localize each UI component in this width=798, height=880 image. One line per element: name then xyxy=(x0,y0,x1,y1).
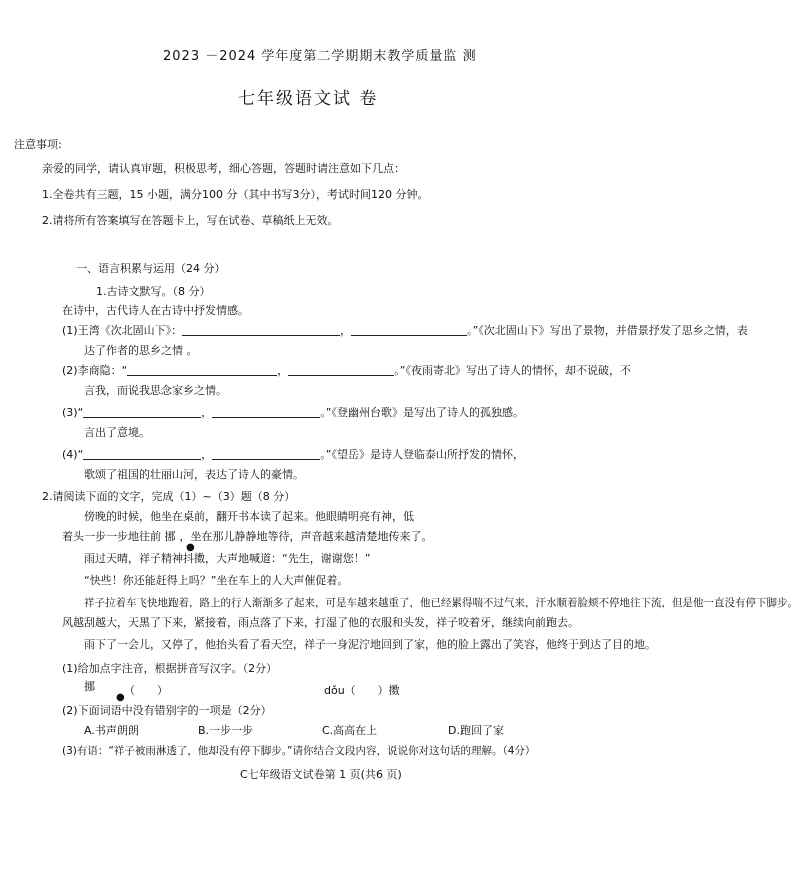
answer-3-blank-b[interactable] xyxy=(212,406,320,418)
answer-1-label: 王湾《次北固山下》： xyxy=(77,324,183,337)
q2-sub2-option-a[interactable]: A.书声朗朗 xyxy=(84,724,139,737)
passage-para-6: 风越刮越大，天黑了下来，紧接着，雨点落了下来，打湿了他的衣服和头发，祥子咬着牙，继续向前跑去。 xyxy=(62,616,579,629)
q2-sub2-label: (2)下面词语中没有错别字的一项是（2分） xyxy=(62,704,272,717)
page-footer: C七年级语文试卷第 1 页(共6 页) xyxy=(240,768,402,781)
passage-para-7: 雨下了一会儿，又停了，他抬头看了看天空，祥子一身泥泞地回到了家，他的脸上露出了笑容，他终于到达了目的地。 xyxy=(84,638,656,651)
answer-4-prefix: (4)“ xyxy=(62,448,84,461)
q1-answer-3-cont: 言出了意境。 xyxy=(84,426,150,439)
answer-2-blank-a[interactable] xyxy=(127,364,277,376)
answer-2-mid: ， xyxy=(277,364,289,377)
q1-answer-1-cont: 达了作者的思乡之情 。 xyxy=(84,344,198,357)
q2-heading: 2.请阅读下面的文字，完成（1）~（3）题（8 分） xyxy=(42,490,296,503)
answer-4-suffix: 。”《望岳》是诗人登临泰山所抒发的情怀， xyxy=(320,448,524,461)
q1-intro: 在诗中，古代诗人在古诗中抒发情感。 xyxy=(62,304,249,317)
q1-answer-1 xyxy=(62,324,748,338)
notes-item-2: 2.请将所有答案填写在答题卡上，写在试卷、草稿纸上无效。 xyxy=(42,214,339,227)
exam-title-line2: 七年级语文试 卷 xyxy=(238,89,379,109)
passage-para-2-b: ，坐在那儿静静地等待，声音越来越清楚地传来了。 xyxy=(179,530,433,543)
q2-sub2-option-d[interactable]: D.跑回了家 xyxy=(448,724,504,737)
emphasis-dot: ● xyxy=(116,692,125,703)
answer-1-prefix: (1) xyxy=(62,324,78,337)
emphasis-dot: ● xyxy=(186,542,195,553)
q2-sub1-label: (1)给加点字注音，根据拼音写汉字。（2分） xyxy=(62,662,278,675)
answer-1-blank-a[interactable] xyxy=(182,324,340,336)
answer-2-blank-b[interactable] xyxy=(288,364,394,376)
q1-heading: 1.古诗文默写。（8 分） xyxy=(96,285,211,298)
q2-sub3-label: (3)有语：“祥子被雨淋透了，他却没有停下脚步。”请你结合文段内容，说说你对这句话的理解。（4分） xyxy=(62,745,536,757)
q2-sub2-option-b[interactable]: B.一步一步 xyxy=(198,724,254,737)
section1-heading: 一、语言积累与运用（24 分） xyxy=(76,262,226,275)
answer-1-mid: ， xyxy=(340,324,352,337)
answer-4-mid: ， xyxy=(201,448,213,461)
passage-para-1: 傍晚的时候，他坐在桌前，翻开书本读了起来。他眼睛明亮有神，低 xyxy=(84,510,414,523)
notes-item-1: 1.全卷共有三题，15 小题，满分100 分（其中书写3分），考试时间120 分钟。 xyxy=(42,188,429,201)
q1-answer-4-cont: 歌颂了祖国的壮丽山河，表达了诗人的豪情。 xyxy=(84,468,304,481)
q1-answer-2 xyxy=(62,364,631,378)
exam-title-line1: 2023 －2024 学年度第二学期期末教学质量监 测 xyxy=(163,49,477,64)
q2-sub1-item-a: 挪 xyxy=(84,680,95,693)
q2-sub2-option-c[interactable]: C.高高在上 xyxy=(322,724,378,737)
answer-3-blank-a[interactable] xyxy=(83,406,201,418)
q1-answer-3 xyxy=(62,406,524,420)
answer-1-blank-b[interactable] xyxy=(351,324,467,336)
passage-para-5: 祥子拉着车飞快地跑着，路上的行人渐渐多了起来，可是车越来越重了，他已经累得喘不过气来，汗水顺着脸颊不停地往下流，但是他一直没有停下脚步。 xyxy=(84,597,798,609)
notes-heading: 注意事项: xyxy=(14,138,62,151)
passage-para-2-a: 着头一步一步地往前 挪 xyxy=(62,530,176,543)
answer-2-prefix: (2) xyxy=(62,364,78,377)
answer-3-prefix: (3)“ xyxy=(62,406,84,419)
answer-3-suffix: 。”《登幽州台歌》是写出了诗人的孤独感。 xyxy=(320,406,524,419)
answer-2-label: 李商隐：“ xyxy=(77,364,128,377)
answer-1-suffix: 。”《次北固山下》写出了景物，并借景抒发了思乡之情，表 xyxy=(467,324,748,337)
answer-2-suffix: 。”《夜雨寄北》写出了诗人的情怀，却不说破，不 xyxy=(394,364,631,377)
answer-3-mid: ， xyxy=(201,406,213,419)
passage-para-3: 雨过天晴，祥子精神抖擞，大声地喊道：“先生，谢谢您！” xyxy=(84,552,371,565)
passage-para-4: “快些！你还能赶得上吗？”坐在车上的人大声催促着。 xyxy=(84,574,349,587)
q1-answer-2-cont: 言我，而说我思念家乡之情。 xyxy=(84,384,227,397)
notes-intro: 亲爱的同学，请认真审题，积极思考，细心答题，答题时请注意如下几点： xyxy=(42,162,405,175)
q2-sub1-paren-a[interactable]: （ ） xyxy=(124,684,168,697)
q2-sub1-item-b[interactable]: dǒu（ ）擞 xyxy=(324,684,400,697)
q1-answer-4 xyxy=(62,448,524,462)
answer-4-blank-a[interactable] xyxy=(83,448,201,460)
answer-4-blank-b[interactable] xyxy=(212,448,320,460)
passage-para-2 xyxy=(62,530,433,544)
